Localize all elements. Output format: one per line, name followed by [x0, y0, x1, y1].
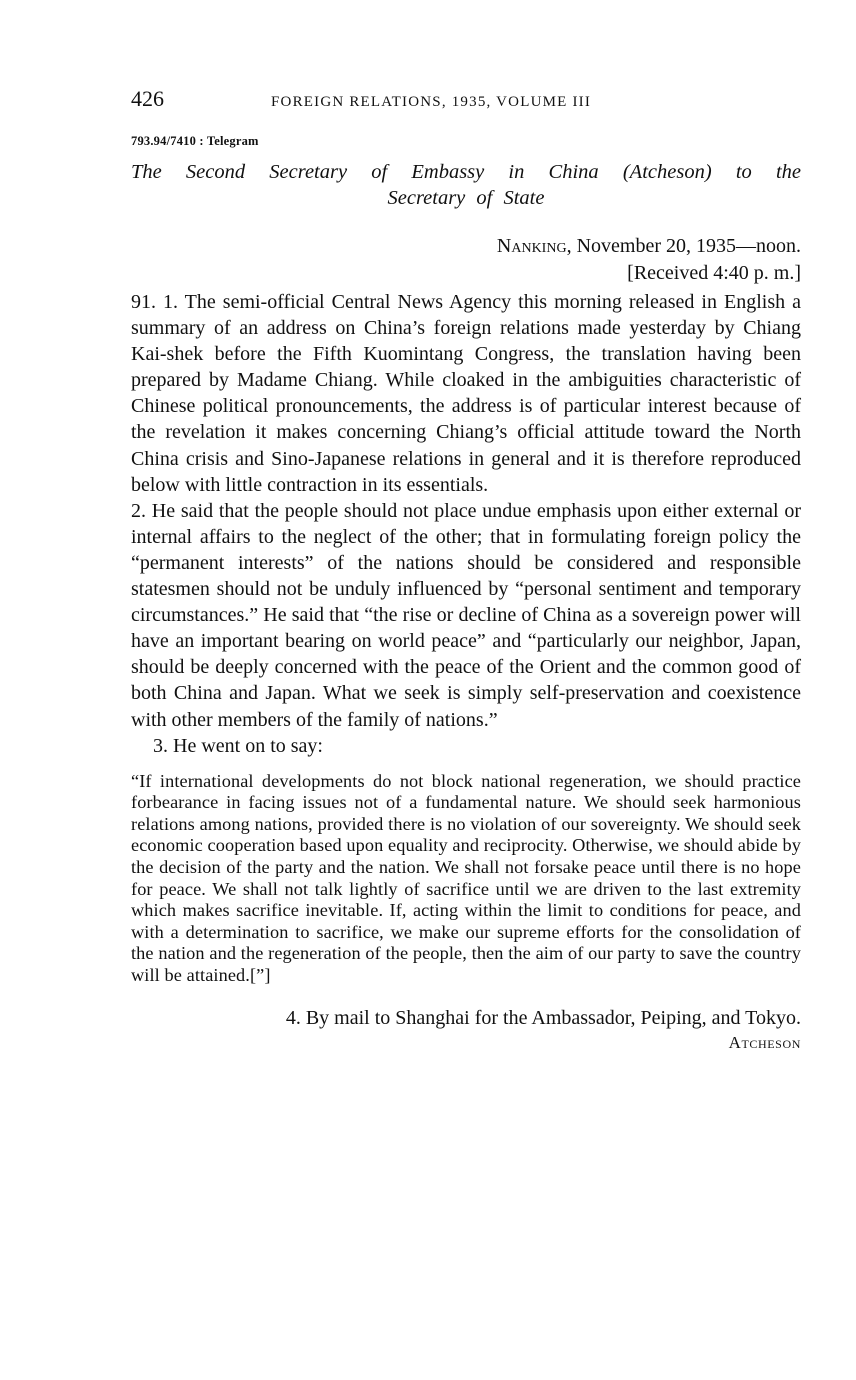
- dateline-date: November 20, 1935—noon.: [571, 235, 801, 257]
- paragraph-1: 91. 1. The semi-official Central News Agency this morning released in English a summary of an address on China’s foreign relations made yesterday by Chiang Kai-shek before the Fifth Kuomintang Congress, the translation having been prepared by Madame Chiang. While cloaked in the ambiguities characteristic of Chinese political pronouncements, the address is of particular interest because of the revelation it makes concerning Chiang’s official attitude toward the North China crisis and Sino-Japanese relations in general and it is therefore reproduced below with little contraction in its essentials.: [131, 291, 801, 496]
- signature: Atcheson: [728, 1032, 801, 1052]
- paragraph-3: 3. He went on to say:: [153, 734, 323, 757]
- dateline-place: Nanking,: [496, 235, 572, 257]
- title-line-1: The Second Secretary of Embassy in China (Atcheson) to the: [131, 161, 801, 183]
- file-reference: 793.94/7410 : Telegram: [131, 134, 259, 148]
- page-number: 426: [131, 86, 164, 111]
- title-line-2: Secretary of State: [387, 187, 545, 209]
- closing-paragraph: 4. By mail to Shanghai for the Ambassador, Peiping, and Tokyo.: [285, 1006, 801, 1029]
- running-title: FOREIGN RELATIONS, 1935, VOLUME III: [271, 94, 592, 110]
- document-title: [131, 159, 801, 211]
- document-page: [131, 86, 801, 1055]
- running-header: [131, 86, 801, 120]
- paragraph-2: 2. He said that the people should not place undue emphasis upon either external or internal affairs to the neglect of the other; that in formulating foreign policy the “permanent interests” of the nations should be considered and responsible statesmen should not be unduly influenced by “personal sentiment and temporary circumstances.” He said that “the rise or decline of China as a sovereign power will have an important bearing on world peace” and “particularly our neighbor, Japan, should be deeply concerned with the peace of the Orient and the common good of both China and Japan. What we seek is simply self-preservation and coexistence with other members of the family of nations.”: [131, 499, 801, 731]
- dateline: [131, 233, 801, 260]
- block-quote: “If international developments do not block national regeneration, we should practice forbearance in facing issues not of a fundamental nature. We should seek harmonious relations among nations, provided there is no violation of our sovereignty. We should seek economic cooperation based upon equality and reciprocity. Otherwise, we should abide by the decision of the party and the nation. We shall not forsake peace until there is no hope for peace. We shall not talk lightly of sacrifice until we are driven to the last extremity which makes sacrifice inevitable. If, acting within the limit to conditions for peace, and with a determination to sacrifice, we make our supreme efforts for the consolidation of the nation and the regeneration of the people, then the aim of our party to save the country will be attained.[”]: [131, 770, 802, 986]
- received-note: [Received 4:40 p. m.]: [627, 262, 801, 284]
